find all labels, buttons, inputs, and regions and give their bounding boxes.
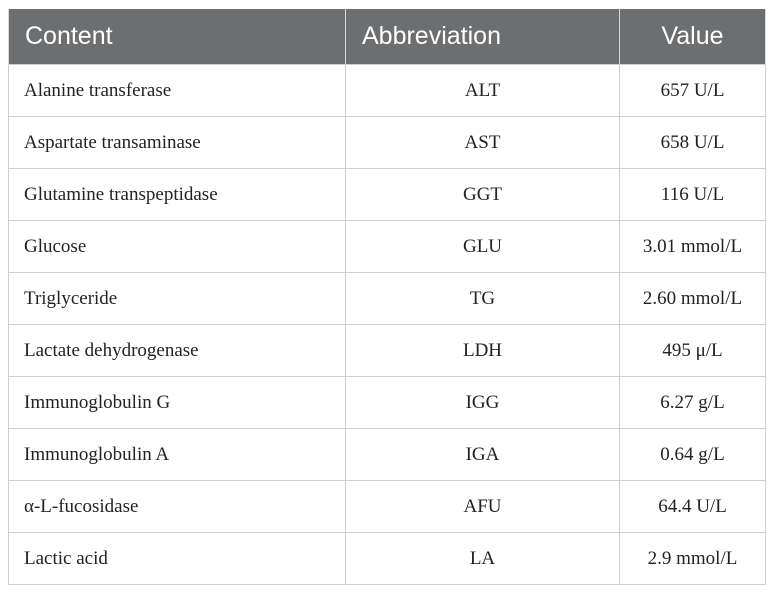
cell-abbreviation: LDH	[346, 325, 620, 377]
table-body	[9, 65, 766, 585]
table-row	[9, 533, 766, 585]
cell-content: Glucose	[9, 221, 346, 273]
cell-value: 495 μ/L	[620, 325, 766, 377]
cell-abbreviation: AST	[346, 117, 620, 169]
cell-content: Lactic acid	[9, 533, 346, 585]
cell-abbreviation: TG	[346, 273, 620, 325]
cell-content: α-L-fucosidase	[9, 481, 346, 533]
table-row	[9, 169, 766, 221]
cell-abbreviation: IGG	[346, 377, 620, 429]
cell-value: 2.60 mmol/L	[620, 273, 766, 325]
cell-content: Lactate dehydrogenase	[9, 325, 346, 377]
cell-abbreviation: AFU	[346, 481, 620, 533]
cell-abbreviation: GGT	[346, 169, 620, 221]
lab-results-table-container	[8, 9, 765, 585]
cell-value: 0.64 g/L	[620, 429, 766, 481]
cell-value: 6.27 g/L	[620, 377, 766, 429]
column-header-abbreviation: Abbreviation	[346, 9, 620, 65]
cell-abbreviation: ALT	[346, 65, 620, 117]
cell-value: 3.01 mmol/L	[620, 221, 766, 273]
table-row	[9, 221, 766, 273]
column-header-value: Value	[620, 9, 766, 65]
column-header-content: Content	[9, 9, 346, 65]
cell-content: Triglyceride	[9, 273, 346, 325]
table-row	[9, 377, 766, 429]
table-row	[9, 481, 766, 533]
table-header	[9, 9, 766, 65]
cell-value: 116 U/L	[620, 169, 766, 221]
table-row	[9, 429, 766, 481]
cell-value: 658 U/L	[620, 117, 766, 169]
cell-abbreviation: IGA	[346, 429, 620, 481]
table-row	[9, 65, 766, 117]
cell-content: Aspartate transaminase	[9, 117, 346, 169]
cell-content: Glutamine transpeptidase	[9, 169, 346, 221]
cell-value: 657 U/L	[620, 65, 766, 117]
lab-results-table	[8, 9, 766, 585]
cell-value: 2.9 mmol/L	[620, 533, 766, 585]
header-row	[9, 9, 766, 65]
table-row	[9, 273, 766, 325]
cell-abbreviation: LA	[346, 533, 620, 585]
cell-value: 64.4 U/L	[620, 481, 766, 533]
table-row	[9, 117, 766, 169]
table-row	[9, 325, 766, 377]
cell-content: Immunoglobulin A	[9, 429, 346, 481]
cell-abbreviation: GLU	[346, 221, 620, 273]
cell-content: Immunoglobulin G	[9, 377, 346, 429]
cell-content: Alanine transferase	[9, 65, 346, 117]
